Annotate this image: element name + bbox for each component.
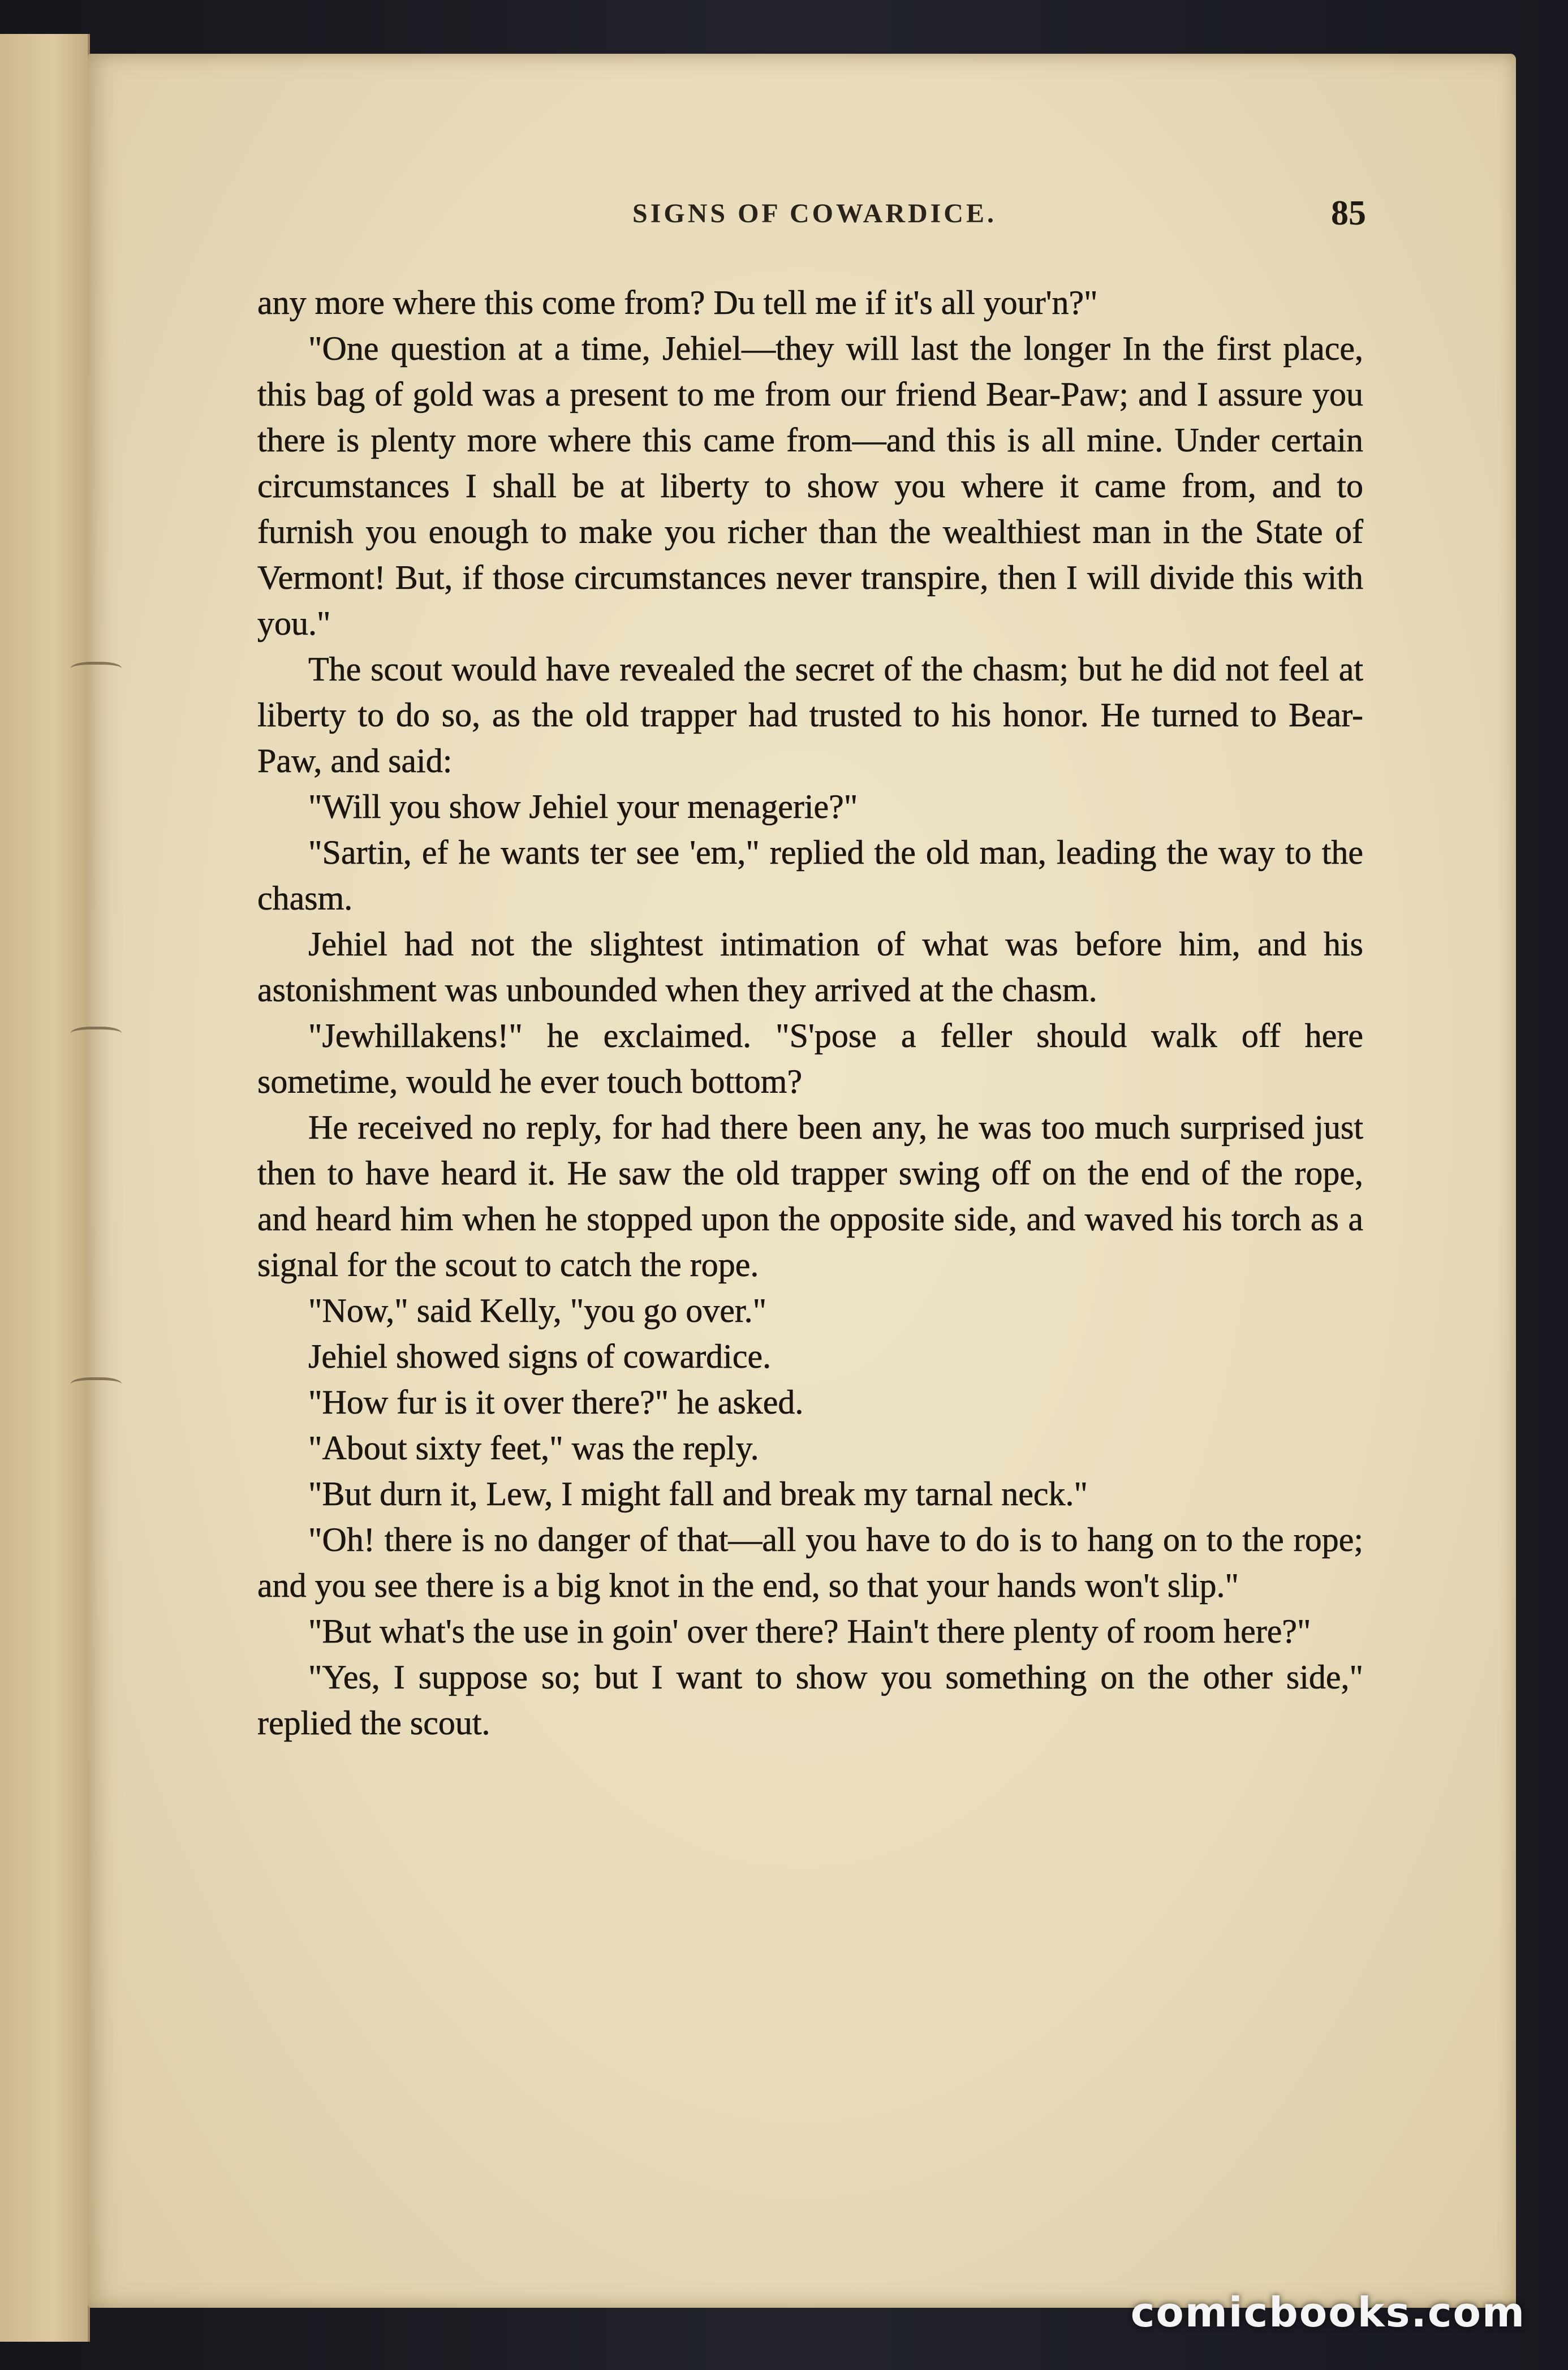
- paragraph: any more where this come from? Du tell me if it's all your'n?": [257, 284, 1098, 321]
- paragraph: "Now," said Kelly, "you go over.": [308, 1292, 767, 1329]
- paragraph: "One question at a time, Jehiel—they will last the longer In the first place, this bag of gold was a present to me from our friend Bear-Paw; and I assure you there is plenty more where this came from—and this is all mine. Under certain circumstances I shall be at liberty to show you where it came from, and to furnish you enough to make you richer than the wealthiest man in the State of Vermont! But, if those circumstances never transpire, then I will divide this with you.": [257, 330, 1363, 642]
- paragraph: "Jewhillakens!" he exclaimed. "S'pose a feller should walk off here sometime, would he ever touch bottom?: [257, 1017, 1363, 1100]
- paragraph: Jehiel showed signs of cowardice.: [308, 1338, 772, 1375]
- running-head: SIGNS OF COWARDICE.: [632, 199, 997, 229]
- binding-stitch: [71, 1027, 122, 1043]
- binding-stitch: [71, 1377, 122, 1394]
- body-text: [257, 280, 1363, 1746]
- paragraph: "Oh! there is no danger of that—all you have to do is to hang on to the rope; and you see there is a big knot in the end, so that your hands won't slip.": [257, 1521, 1363, 1604]
- paragraph: "But what's the use in goin' over there? Hain't there plenty of room here?": [308, 1613, 1311, 1650]
- watermark-logo: comicbooks.com: [1130, 2289, 1526, 2336]
- paragraph: "Sartin, ef he wants ter see 'em," replied the old man, leading the way to the chasm.: [257, 834, 1363, 917]
- paragraph: He received no reply, for had there been any, he was too much surprised just then to have heard it. He saw the old trapper swing off on the end of the rope, and heard him when he stopped upon the opposite side, and waved his torch as a signal for the scout to catch the rope.: [257, 1109, 1363, 1283]
- paragraph: "How fur is it over there?" he asked.: [308, 1384, 804, 1421]
- paragraph: "Will you show Jehiel your menagerie?": [308, 788, 858, 825]
- paragraph: "About sixty feet," was the reply.: [308, 1429, 759, 1467]
- binding-stitch: [71, 662, 122, 678]
- paragraph: "Yes, I suppose so; but I want to show you something on the other side," replied the scout.: [257, 1658, 1363, 1742]
- paragraph: The scout would have revealed the secret of the chasm; but he did not feel at liberty to do so, as the old trapper had trusted to his honor. He turned to Bear-Paw, and said:: [257, 650, 1363, 779]
- paragraph: Jehiel had not the slightest intimation of what was before him, and his astonishment was unbounded when they arrived at the chasm.: [257, 925, 1363, 1009]
- facing-page-edge: [0, 34, 90, 2342]
- paragraph: "But durn it, Lew, I might fall and break my tarnal neck.": [308, 1475, 1088, 1513]
- page-number: 85: [1331, 194, 1366, 232]
- page-header: [263, 194, 1366, 243]
